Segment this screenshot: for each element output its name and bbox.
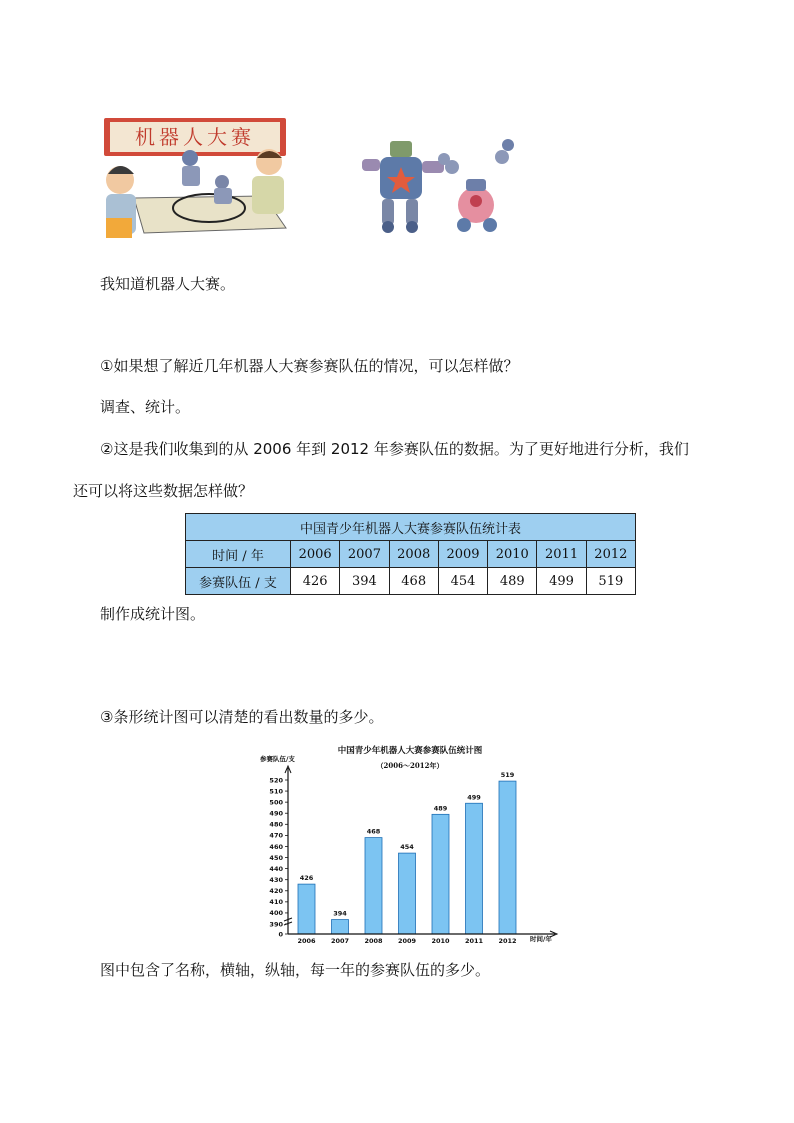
teams-cell: 489	[488, 568, 537, 595]
y-tick-label: 440	[269, 864, 283, 873]
teams-cell: 454	[438, 568, 487, 595]
question-2-line-1: ②这是我们收集到的从 2006 年到 2012 年参赛队伍的数据。为了更好地进行分析，我们	[100, 440, 689, 458]
x-tick-label: 2009	[397, 937, 417, 945]
x-tick-label: 2010	[431, 937, 450, 945]
x-tick-label: 2006	[297, 937, 316, 945]
y-tick-label: 430	[269, 875, 283, 884]
y-tick-label: 390	[269, 920, 283, 929]
bar-value-label: 519	[500, 771, 515, 780]
table-row-teams	[186, 568, 636, 595]
robots-illustration	[352, 137, 518, 233]
y-tick-label: 450	[269, 853, 283, 862]
answer-3: 图中包含了名称，横轴，纵轴，每一年的参赛队伍的多少。	[100, 961, 491, 979]
y-tick-label: 520	[269, 776, 283, 785]
bar-2012	[499, 781, 516, 934]
robot-contest-illustration	[104, 118, 288, 243]
y-tick-label: 500	[269, 798, 283, 807]
y-tick-label: 460	[269, 842, 283, 851]
year-cell: 2009	[438, 541, 487, 568]
year-cell: 2012	[586, 541, 635, 568]
intro-text: 我知道机器人大赛。	[100, 275, 236, 293]
y-axis-label: 参赛队伍/支	[260, 755, 295, 763]
y-tick-label: 400	[269, 909, 283, 918]
bar-value-label: 426	[299, 874, 314, 883]
bar-2006	[298, 884, 315, 934]
table-row-years	[186, 541, 636, 568]
table-header-teams: 参赛队伍 / 支	[186, 568, 291, 595]
chart-subtitle: （2006～2012年）	[376, 761, 444, 770]
bar-value-label: 499	[467, 793, 481, 802]
y-tick-label: 410	[269, 898, 283, 907]
x-tick-label: 2007	[330, 937, 350, 945]
question-3: ③条形统计图可以清楚的看出数量的多少。	[100, 708, 384, 726]
y-tick-label: 490	[269, 809, 283, 818]
team-count-bar-chart	[255, 740, 565, 950]
bar-2007	[332, 920, 349, 934]
bar-value-label: 394	[333, 909, 347, 918]
year-cell: 2006	[291, 541, 340, 568]
answer-1: 调查、统计。	[100, 398, 191, 416]
banner-text: 机器人大赛	[135, 125, 255, 149]
bar-2009	[399, 853, 416, 934]
x-tick-label: 2008	[364, 937, 383, 945]
answer-2: 制作成统计图。	[100, 605, 206, 623]
y-tick-label: 470	[269, 831, 283, 840]
x-tick-label: 2011	[464, 937, 484, 945]
teams-cell: 394	[340, 568, 389, 595]
year-cell: 2011	[537, 541, 586, 568]
year-cell: 2008	[389, 541, 438, 568]
y-tick-label: 510	[269, 787, 283, 796]
teams-cell: 499	[537, 568, 586, 595]
question-1: ①如果想了解近几年机器人大赛参赛队伍的情况，可以怎样做？	[100, 357, 519, 375]
teams-cell: 519	[586, 568, 635, 595]
teams-cell: 426	[291, 568, 340, 595]
y-tick-label: 0	[278, 930, 283, 939]
chart-title: 中国青少年机器人大赛参赛队伍统计图	[337, 746, 483, 756]
table-header-year: 时间 / 年	[186, 541, 291, 568]
year-cell: 2010	[488, 541, 537, 568]
x-axis-label: 时间/年	[530, 935, 552, 943]
table-title: 中国青少年机器人大赛参赛队伍统计表	[186, 514, 636, 541]
year-cell: 2007	[340, 541, 389, 568]
bar-value-label: 454	[400, 843, 414, 852]
bar-2011	[466, 803, 483, 934]
teams-cell: 468	[389, 568, 438, 595]
bar-2010	[432, 814, 449, 934]
bar-value-label: 468	[366, 827, 381, 836]
question-2-line-2: 还可以将这些数据怎样做？	[73, 482, 254, 500]
bar-value-label: 489	[433, 804, 448, 813]
team-count-table	[185, 513, 636, 595]
x-tick-label: 2012	[498, 937, 517, 945]
y-tick-label: 480	[269, 820, 283, 829]
y-tick-label: 420	[269, 887, 283, 896]
bar-2008	[365, 838, 382, 934]
